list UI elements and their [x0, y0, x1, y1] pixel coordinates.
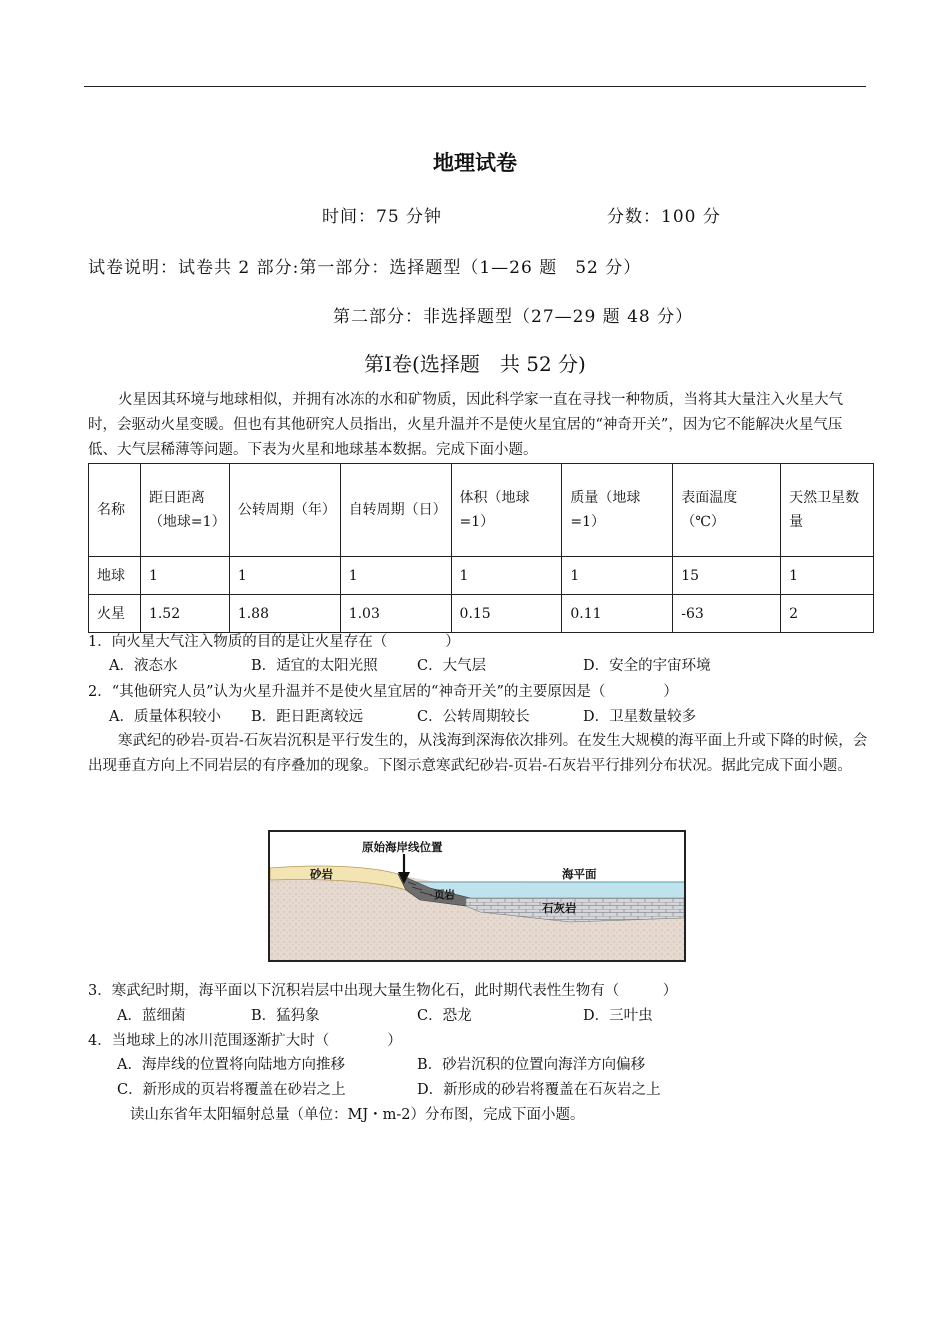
table-cell: 1 — [562, 557, 673, 595]
q3-option-b: B．猛犸象 — [251, 1008, 320, 1024]
q2-option-d: D．卫星数量较多 — [583, 709, 697, 725]
q1-option-d: D．安全的宇宙环境 — [583, 658, 711, 674]
q4-stem: 4．当地球上的冰川范围逐渐扩大时（ ） — [88, 1033, 402, 1049]
table-cell: 地球 — [89, 557, 141, 595]
q2-option-b: B．距日距离较远 — [251, 709, 364, 725]
q3-stem: 3．寒武纪时期，海平面以下沉积岩层中出现大量生物化石，此时期代表性生物有（ ） — [88, 983, 678, 999]
q1-option-c: C．大气层 — [417, 658, 487, 674]
table-row — [89, 557, 874, 595]
table-header-cell: 名称 — [89, 464, 141, 557]
table-cell: 1.03 — [340, 595, 451, 633]
instructions-line1: 试卷说明：试卷共 2 部分:第一部分：选择题型（1—26 题 52 分） — [88, 258, 642, 278]
label-coastline: 原始海岸线位置 — [362, 840, 443, 854]
exam-title: 地理试卷 — [433, 150, 517, 175]
table-cell: 1 — [140, 557, 229, 595]
label-limestone: 石灰岩 — [542, 901, 577, 915]
table-cell: 1 — [229, 557, 340, 595]
mars-earth-table — [88, 463, 874, 633]
q4-option-c: C．新形成的页岩将覆盖在砂岩之上 — [117, 1082, 346, 1098]
exam-score: 分数：100 分 — [607, 207, 721, 227]
table-header-row — [89, 464, 874, 557]
table-header-cell: 距日距离（地球=1） — [140, 464, 229, 557]
rock-layer-diagram — [270, 832, 684, 960]
q4-option-b: B．砂岩沉积的位置向海洋方向偏移 — [417, 1057, 646, 1073]
q2-stem: 2．“其他研究人员”认为火星升温并不是使火星宜居的“神奇开关”的主要原因是（ ） — [88, 684, 678, 700]
table-cell: 0.15 — [451, 595, 562, 633]
exam-time: 时间：75 分钟 — [322, 207, 443, 227]
passage-shandong: 读山东省年太阳辐射总量（单位：MJ・m-2）分布图，完成下面小题。 — [130, 1107, 585, 1123]
table-cell: 1 — [451, 557, 562, 595]
table-header-cell: 天然卫星数量 — [781, 464, 874, 557]
table-cell: 2 — [781, 595, 874, 633]
label-sandstone: 砂岩 — [310, 867, 333, 881]
label-sealevel: 海平面 — [562, 867, 597, 881]
q2-option-c: C．公转周期较长 — [417, 709, 530, 725]
table-cell: 1.52 — [140, 595, 229, 633]
table-header-cell: 公转周期（年） — [229, 464, 340, 557]
table-header-cell: 体积（地球=1） — [451, 464, 562, 557]
table-cell: -63 — [673, 595, 781, 633]
q1-option-b: B．适宜的太阳光照 — [251, 658, 378, 674]
table-header-cell: 表面温度（℃） — [673, 464, 781, 557]
table-cell: 1 — [781, 557, 874, 595]
q1-option-a: A．液态水 — [109, 658, 178, 674]
passage-cambrian: 寒武纪的砂岩-页岩-石灰岩沉积是平行发生的，从浅海到深海依次排列。在发生大规模的海平面上升或下降的时候，会出现垂直方向上不同岩层的有序叠加的现象。下图示意寒武纪砂岩-页岩-石灰岩平行排列分布状况。据此完成下面小题。 — [88, 733, 868, 774]
table-cell: 0.11 — [562, 595, 673, 633]
table-cell: 火星 — [89, 595, 141, 633]
q4-option-a: A．海岸线的位置将向陆地方向推移 — [117, 1057, 345, 1073]
q3-option-d: D．三叶虫 — [583, 1008, 653, 1024]
table-header-cell: 自转周期（日） — [340, 464, 451, 557]
q3-option-c: C．恐龙 — [417, 1008, 472, 1024]
table-cell: 15 — [673, 557, 781, 595]
table-header-cell: 质量（地球=1） — [562, 464, 673, 557]
table-row — [89, 595, 874, 633]
table-cell: 1.88 — [229, 595, 340, 633]
q4-option-d: D．新形成的砂岩将覆盖在石灰岩之上 — [417, 1082, 661, 1098]
table-cell: 1 — [340, 557, 451, 595]
label-shale: 页岩 — [434, 889, 455, 901]
instructions-line2: 第二部分：非选择题型（27—29 题 48 分） — [333, 307, 694, 327]
q1-stem: 1．向火星大气注入物质的目的是让火星存在（ ） — [88, 634, 460, 650]
rock-layer-figure — [268, 830, 686, 962]
q3-option-a: A．蓝细菌 — [117, 1008, 186, 1024]
q2-option-a: A．质量体积较小 — [109, 709, 221, 725]
section-title: 第Ⅰ卷(选择题 共 52 分) — [364, 352, 586, 376]
header-rule — [84, 86, 866, 87]
passage-mars: 火星因其环境与地球相似，并拥有冰冻的水和矿物质，因此科学家一直在寻找一种物质，当将其大量注入火星大气时，会驱动火星变暖。但也有其他研究人员指出，火星升温并不是使火星宜居的“神奇开关”，因为它不能解决火星气压低、大气层稀薄等问题。下表为火星和地球基本数据。完成下面小题。 — [88, 392, 843, 458]
